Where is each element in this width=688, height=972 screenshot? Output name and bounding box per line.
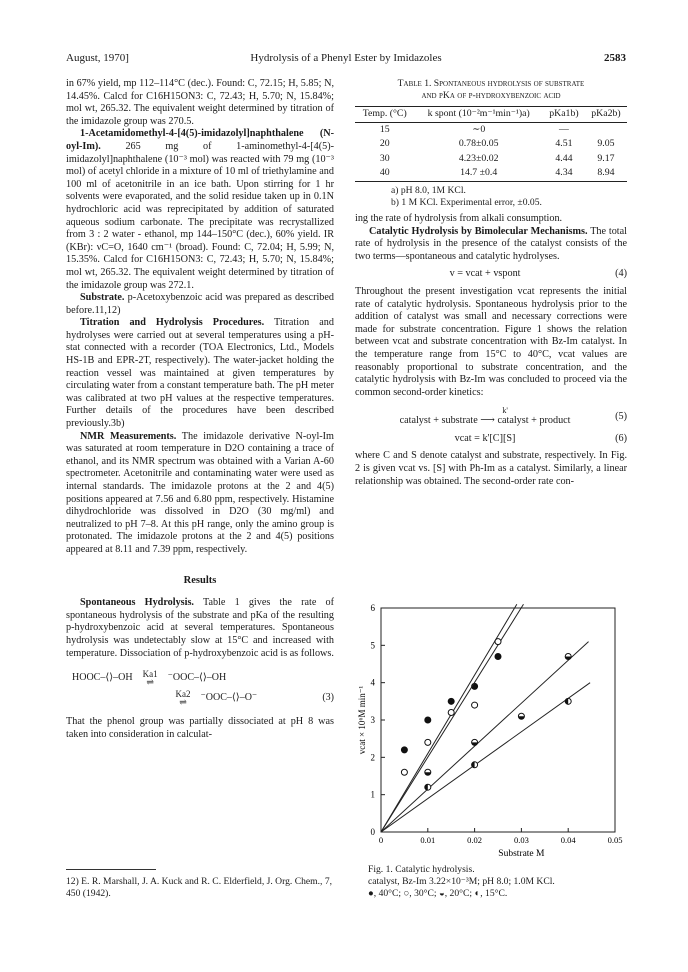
left-para-4: NMR Measurements. The imidazole derivative N-oyl-Im was saturated at room temperature in D2O containing a trace of ethanol, and its NMR spectrum was obtained with a Varian A-60 spectrometer. Acetonitrile and contaminating water were used as internal standards. The imidazole protons at the 2 and 4(5) positions appeared at 7.56 and 6.80 ppm, respectively. Histamine dihydrochloride was dissolved in D2O (30 mg/ml) and neutralized to pH 7–8. At this pH range, only the amino group is protonated. The imidazole protons at the 2 and 4(5) positions appeared at 8.11 and 7.39 ppm, respectively. bbox=[66, 430, 334, 555]
left-para-5: Spontaneous Hydrolysis. Table 1 gives the rate of spontaneous hydrolysis of the substrate and pKa of the resulting p-hydroxybenzoic acid at several temperatures. Spontaneous hydrolysis was undetectably slow at 15°C and increased with temperature. Dissociation of p-hydroxybenzoic acid is as follows. bbox=[66, 597, 334, 659]
table-header-cell: Temp. (°C) bbox=[362, 108, 407, 119]
equation-4: v = vcat + vspont (4) bbox=[449, 268, 627, 280]
table-cell: 4.34 bbox=[555, 167, 573, 179]
substrate-heading: Substrate. bbox=[80, 292, 125, 304]
left-column bbox=[66, 78, 334, 741]
fit-line bbox=[381, 642, 589, 832]
fit-line bbox=[381, 604, 523, 832]
header-title: Hydrolysis of a Phenyl Ester by Imidazoles bbox=[250, 52, 442, 64]
figure-caption-body: catalyst, Bz-Im 3.22×10⁻³M; pH 8.0; 1.0M KCl. bbox=[368, 876, 555, 887]
table-cell: 8.94 bbox=[597, 167, 615, 179]
compound-heading: 1-Acetamidomethyl-4-[4(5)-imidazolyl]naphthalene (N-oyl-Im). bbox=[66, 128, 334, 152]
table-1 bbox=[355, 106, 627, 182]
right-para-3: where C and S denote catalyst and substrate, respectively. In Fig. 2 is given vcat vs. [S] with Ph-Im as a catalyst. Similarly, a linear relationship was obtained. The second-order rate con- bbox=[355, 450, 627, 487]
right-para-1: Catalytic Hydrolysis by Bimolecular Mechanisms. The total rate of hydrolysis in the presence of the catalyst consists of the two terms—spontaneous and catalytic hydrolyses. bbox=[355, 225, 627, 262]
data-point bbox=[472, 702, 478, 708]
data-point bbox=[425, 717, 431, 723]
table-cell: 4.51 bbox=[555, 138, 573, 150]
equation-6: vcat = k'[C][S] (6) bbox=[454, 432, 627, 444]
running-header bbox=[66, 52, 626, 68]
figure-caption-title: Fig. 1. Catalytic hydrolysis. bbox=[368, 864, 475, 875]
fit-line bbox=[381, 604, 517, 832]
x-tick-label: 0.04 bbox=[560, 835, 576, 845]
data-point bbox=[448, 710, 454, 716]
figure-1-chart bbox=[355, 596, 625, 858]
x-tick-label: 0.05 bbox=[607, 835, 623, 845]
table-cell: 9.17 bbox=[597, 152, 615, 164]
table-footnote-a: a) pH 8.0, 1M KCl. bbox=[391, 184, 466, 196]
y-tick-label: 6 bbox=[370, 603, 375, 613]
titration-heading: Titration and Hydrolysis Procedures. bbox=[80, 317, 265, 329]
fit-line bbox=[381, 683, 590, 832]
data-point bbox=[425, 739, 431, 745]
table-cell: 14.7 ±0.4 bbox=[460, 167, 498, 179]
figure-caption bbox=[368, 864, 638, 900]
table-title: Table 1. Spontaneous hydrolysis of substrate and pKa of p-hydroxybenzoic acid bbox=[397, 78, 585, 101]
y-tick-label: 4 bbox=[370, 677, 375, 688]
catalytic-heading: Catalytic Hydrolysis by Bimolecular Mechanisms. bbox=[369, 225, 588, 237]
table-cell: 0.78±0.05 bbox=[458, 138, 499, 150]
table-header-cell: pKa1b) bbox=[549, 108, 579, 119]
left-para-6: That the phenol group was partially dissociated at pH 8 was taken into consideration in calculat- bbox=[66, 716, 334, 740]
table-row bbox=[355, 152, 627, 167]
y-tick-label: 1 bbox=[370, 789, 375, 800]
table-cell: 15 bbox=[379, 123, 390, 135]
left-para-0: in 67% yield, mp 112–114°C (dec.). Found: C, 72.15; H, 5.85; N, 14.45%. Calcd for C16H15ON3: C, 72.43; H, 5.70; N, 15.84%; mol wt, 265.32. The equivalent weight determined by titration of the imidazole group was 270.5. bbox=[66, 78, 334, 127]
spontaneous-heading: Spontaneous Hydrolysis. bbox=[80, 597, 194, 609]
x-tick-label: 0.02 bbox=[467, 835, 483, 845]
table-cell: — bbox=[559, 123, 569, 135]
table-cell: 20 bbox=[379, 138, 390, 150]
y-tick-label: 2 bbox=[370, 752, 375, 763]
table-row bbox=[355, 166, 627, 181]
table-header-row bbox=[355, 107, 627, 123]
data-point bbox=[495, 639, 501, 645]
right-para-2: Throughout the present investigation vcat represents the initial rate of catalytic hydrolysis. Spontaneous hydrolysis prior to the addition of catalyst was small and necessary corrections were made for substrate concentration. Figure 1 shows the relation between vcat and substrate concentration with Bz-Im catalyst. In the temperature range from 15°C to 40°C, vcat values are reasonably proportional to substrate concentration, and the catalytic hydrolysis with Bz-Im was concluded to proceed via the common second-order kinetics: bbox=[355, 285, 627, 398]
y-tick-label: 3 bbox=[370, 715, 375, 725]
x-tick-label: 0 bbox=[378, 835, 384, 845]
y-tick-label: 5 bbox=[370, 640, 375, 651]
figure-caption-legend: ●, 40°C; ○, 30°C; ◒, 20°C; ◐, 15°C. bbox=[368, 888, 508, 899]
header-date: August, 1970] bbox=[66, 52, 129, 64]
x-tick-label: 0.03 bbox=[513, 835, 529, 845]
x-axis-label: Substrate M bbox=[498, 849, 545, 858]
page-number: 2583 bbox=[604, 52, 626, 64]
y-tick-label: 0 bbox=[370, 827, 375, 837]
dissociation-scheme: HOOC–⟨⟩–OH Ka1 ⇌ ⁻OOC–⟨⟩–OH Ka2 ⇌ ⁻OOC–⟨⟩–O⁻ (3) bbox=[72, 668, 334, 707]
table-cell: ∼0 bbox=[472, 123, 486, 135]
data-point bbox=[401, 769, 407, 775]
table-header-cell: pKa2b) bbox=[591, 108, 621, 119]
table-cell: 40 bbox=[379, 167, 390, 179]
y-axis-label: vcat × 10⁶M min⁻¹ bbox=[357, 685, 367, 755]
table-cell: 4.23±0.02 bbox=[458, 152, 499, 164]
nmr-heading: NMR Measurements. bbox=[80, 430, 177, 442]
table-header-cell: k spont (10⁻²m⁻¹min⁻¹)a) bbox=[427, 108, 530, 119]
x-tick-label: 0.01 bbox=[420, 835, 436, 845]
equation-5: k' catalyst + substrate ⟶ catalyst + product (5) bbox=[399, 406, 627, 427]
results-heading: Results bbox=[183, 574, 217, 586]
table-cell: 30 bbox=[379, 152, 390, 164]
table-row bbox=[355, 122, 627, 137]
data-point bbox=[401, 747, 407, 753]
table-cell bbox=[585, 122, 627, 137]
table-row bbox=[355, 137, 627, 152]
right-para-0: ing the rate of hydrolysis from alkali consumption. bbox=[355, 212, 563, 224]
left-para-2: Substrate. p-Acetoxybenzoic acid was prepared as described before.11,12) bbox=[66, 292, 334, 316]
data-point bbox=[495, 654, 501, 660]
table-footnote-b: b) 1 M KCl. Experimental error, ±0.05. bbox=[391, 196, 542, 208]
table-cell: 4.44 bbox=[555, 152, 573, 164]
left-para-1: 1-Acetamidomethyl-4-[4(5)-imidazolyl]naphthalene (N-oyl-Im). 265 mg of 1-aminomethyl-4-[4(5)-imidazolyl]naphthalene (10⁻³ mol) was reacted with 79 mg (10⁻³ mol) of acetyl chloride in a mixture of 10 ml of triethylamine and 100 ml of acetonitrile in an ice bath. Upon stirring for 1 hr solvents were evaporated, and the solid residue taken up in 0.1N hydrochloric acid was reprecipitated by addition of saturated aqueous sodium carbonate. The precipitate was recrystallized from 3 : 2 water - ethanol, mp 144–150°C (dec.), 60% yield. IR (KBr): νC=O, 1640 cm⁻¹ (broad). Found: C, 72.04; H, 5.99; N, 15.35%. Calcd for C16H15ON3: C, 72.43; H, 5.70; N, 15.84%; mol wt, 265.32. The equivalent weight determined by titration of the imidazole group was 272.1. bbox=[66, 128, 335, 291]
footnote-rule bbox=[66, 869, 156, 870]
table-cell: 9.05 bbox=[597, 138, 615, 150]
footnote: 12) E. R. Marshall, J. A. Kuck and R. C. Elderfield, J. Org. Chem., 7, 450 (1942). bbox=[66, 876, 334, 900]
left-para-3: Titration and Hydrolysis Procedures. Titration and hydrolyses were carried out at several temperatures using a pH-stat connected with a recorder (TOA Electronics, Ltd., Models HS-1B and EPR-2T, respectively). The water-jacket holding the reaction vessel was maintained at given temperatures by circulating water from a constant temperature bath. The pH meter was calibrated at two pH values at the respective temperatures. Further details of the procedures have been described previously.3b) bbox=[66, 317, 334, 430]
equation-number-3: (3) bbox=[322, 692, 334, 704]
data-point bbox=[448, 698, 454, 704]
right-column bbox=[355, 78, 627, 488]
